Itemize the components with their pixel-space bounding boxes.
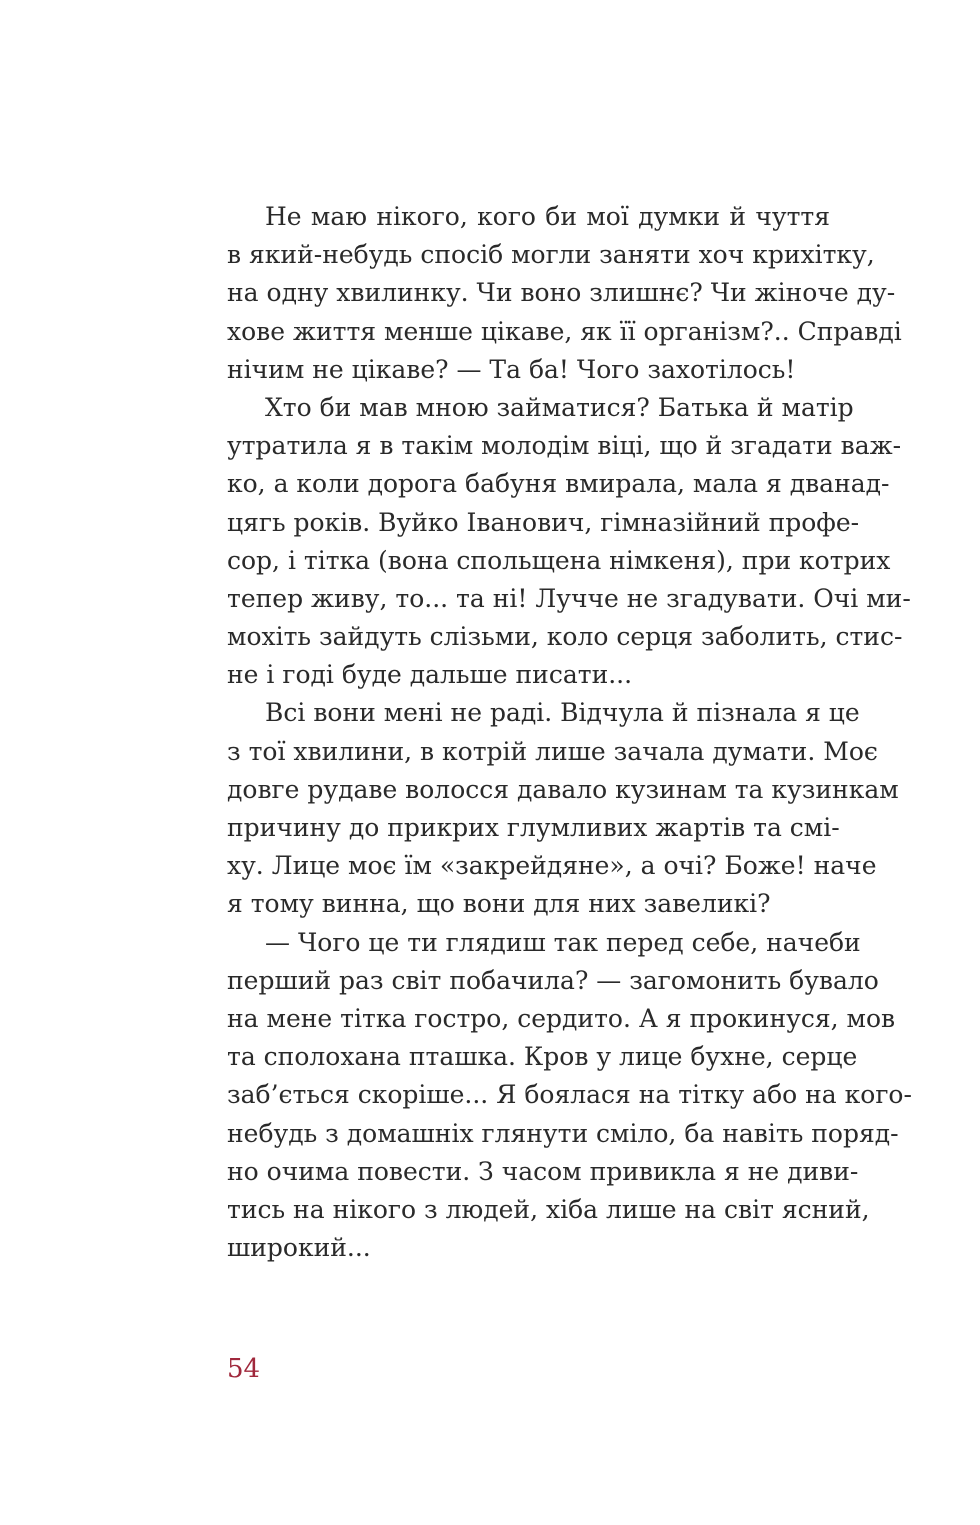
text-line: в який-небудь спосіб могли заняти хоч крихітку, xyxy=(227,240,875,270)
text-line: тись на нікого з людей, хіба лише на світ ясний, xyxy=(227,1194,870,1224)
text-line: не і годі буде дальше писати... xyxy=(227,660,633,690)
text-line: та сполохана пташка. Кров у лице бухне, серце xyxy=(227,1042,858,1072)
text-line: мохіть зайдуть слізьми, коло серця заболить, стис- xyxy=(227,622,903,652)
text-line: утратила я в такім молодім віці, що й згадати важ- xyxy=(227,431,902,461)
text-line: цягь років. Вуйко Іванович, гімназійний профе- xyxy=(227,507,860,537)
text-line: довге рудаве волосся давало кузинам та кузинкам xyxy=(227,774,899,804)
text-line: я тому винна, що вони для них завеликі? xyxy=(227,889,771,919)
text-line: нічим не цікаве? — Та ба! Чого захотілось! xyxy=(227,354,796,384)
text-line: ху. Лице моє їм «закрейдяне», а очі? Боже! наче xyxy=(227,851,877,881)
text-line: на одну хвилинку. Чи воно злишнє? Чи жіноче ду- xyxy=(227,278,896,308)
text-line: тепер живу, то... та ні! Лучче не згадувати. Очі ми- xyxy=(227,583,911,613)
body-text xyxy=(227,198,912,1267)
text-line: Не маю нікого, кого би мої думки й чуття xyxy=(265,202,830,231)
text-line: з тої хвилини, в котрій лише зачала думати. Моє xyxy=(227,736,878,766)
text-line: — Чого це ти глядиш так перед себе, начеби xyxy=(265,927,861,957)
text-line: ко, а коли дорога бабуня вмирала, мала я дванад- xyxy=(227,469,890,499)
text-line: на мене тітка гостро, сердито. А я прокинуся, мов xyxy=(227,1003,896,1033)
text-line: небудь з домашніх глянути сміло, ба навіть поряд- xyxy=(227,1118,899,1148)
text-line: но очима повести. З часом привикла я не диви- xyxy=(227,1156,859,1186)
text-line: широкий... xyxy=(227,1233,371,1263)
text-line: перший раз світ побачила? — загомонить бувало xyxy=(227,965,879,995)
page-number: 54 xyxy=(227,1354,261,1384)
text-line: причину до прикрих глумливих жартів та смі- xyxy=(227,813,840,842)
text-line: Хто би мав мною займатися? Батька й матір xyxy=(265,392,854,422)
text-line: заб’ється скоріше... Я боялася на тітку або на кого- xyxy=(227,1080,912,1110)
text-line: хове життя менше цікаве, як її організм?.. Справді xyxy=(227,316,902,346)
text-line: Всі вони мені не раді. Відчула й пізнала я це xyxy=(265,698,860,728)
text-line: сор, і тітка (вона спольщена німкеня), при котрих xyxy=(227,545,891,575)
